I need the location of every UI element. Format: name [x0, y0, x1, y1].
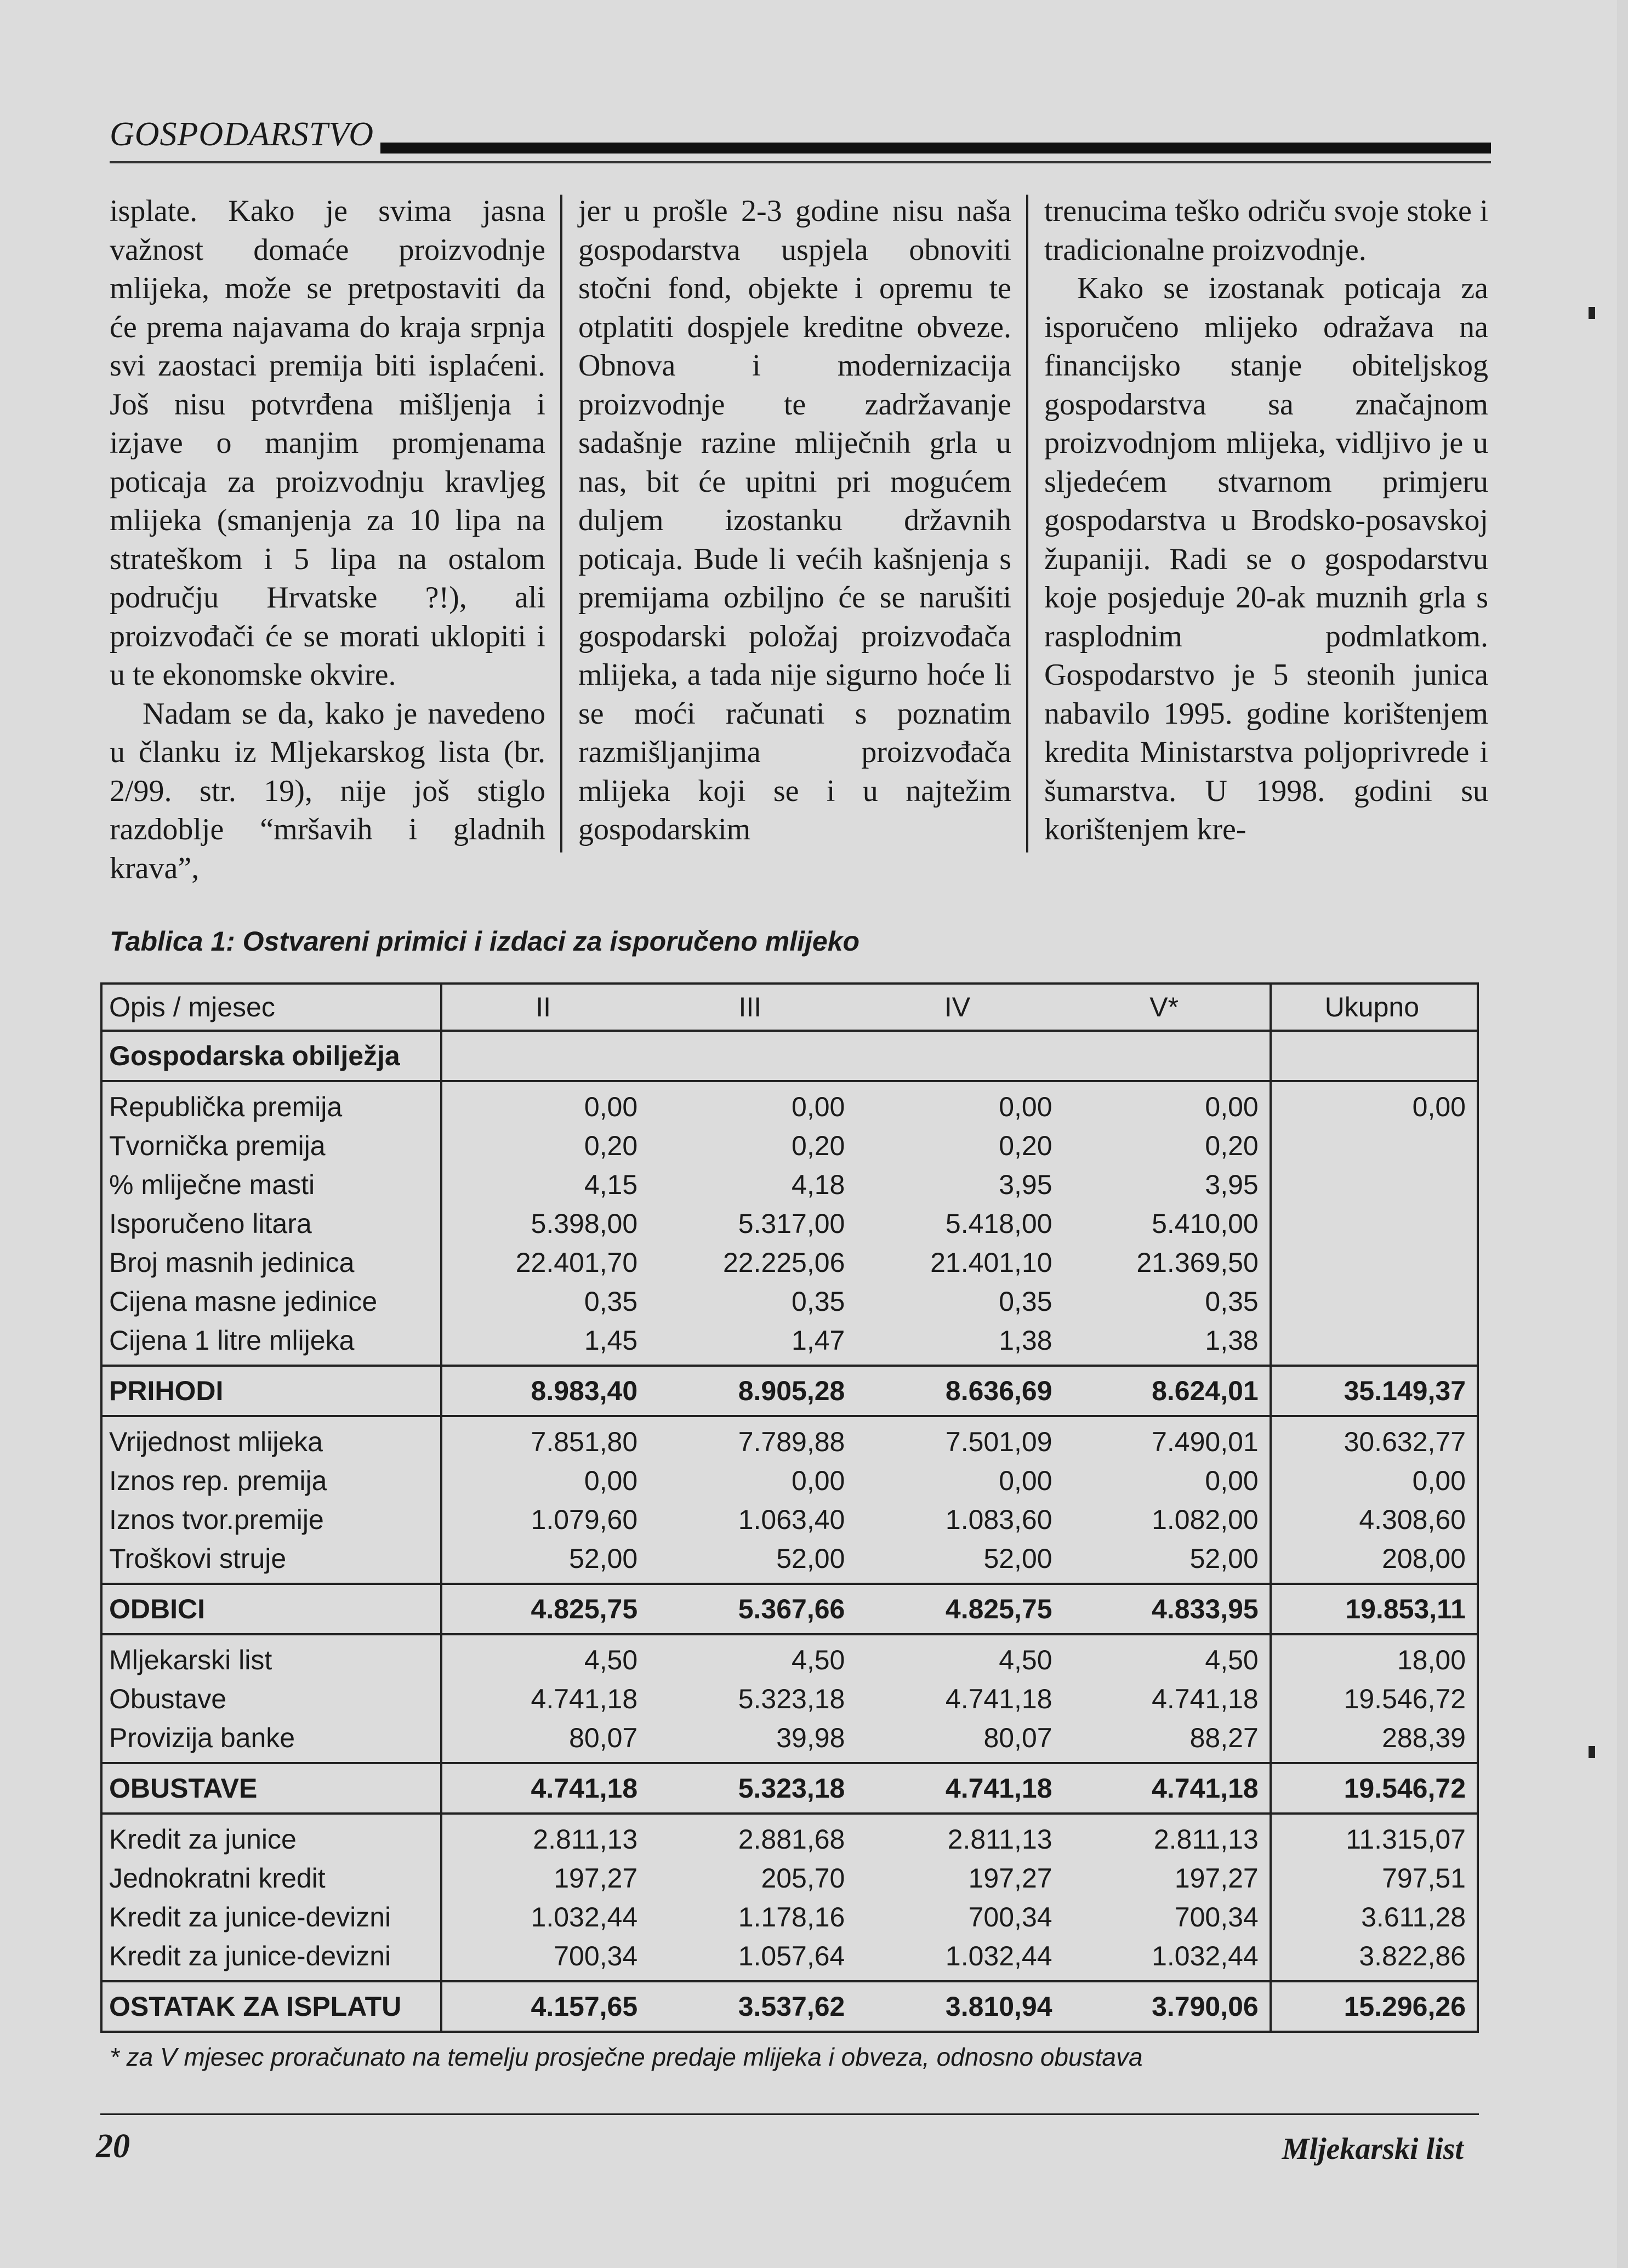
table-cell: 4,50: [584, 1645, 638, 1675]
table-cell: 0,35: [584, 1286, 638, 1317]
table-cell: 1,45: [584, 1325, 638, 1356]
table-cell: 3.822,86: [1271, 1937, 1478, 1981]
table-cell: 2.811,13: [1153, 1824, 1259, 1855]
table-cell: 0,00: [999, 1092, 1052, 1122]
table-cell: 3.537,62: [648, 1981, 856, 2032]
table-header-row: [101, 984, 1478, 1031]
row-label: PRIHODI: [101, 1366, 441, 1416]
row-label: OBUSTAVE: [101, 1763, 441, 1814]
table-cell: 7.789,88: [738, 1426, 845, 1457]
table-cell: 1.083,60: [945, 1504, 1052, 1535]
table-row: [101, 1166, 1478, 1204]
table-cell: 4,50: [999, 1645, 1052, 1675]
column-header: II: [441, 984, 648, 1031]
table-row: [101, 1500, 1478, 1539]
table-row: [101, 1321, 1478, 1366]
header-thin-rule: [110, 161, 1491, 163]
footer-rule: [100, 2113, 1479, 2115]
row-label: Kredit za junice-devizni: [101, 1937, 441, 1981]
table-cell: 1,47: [792, 1325, 845, 1356]
table-cell: 22.225,06: [722, 1247, 845, 1278]
column-header: V*: [1063, 984, 1271, 1031]
row-label: Kredit za junice: [101, 1814, 441, 1859]
table-cell: 208,00: [1271, 1539, 1478, 1584]
table-cell: 5.418,00: [945, 1208, 1052, 1239]
table-cell: 0,35: [1205, 1286, 1259, 1317]
table-cell: 1.079,60: [531, 1504, 638, 1535]
column-header: Opis / mjesec: [101, 984, 441, 1031]
table-cell: [1271, 1204, 1478, 1243]
table-cell: 15.296,26: [1271, 1981, 1478, 2032]
text-column-3: [1044, 192, 1488, 861]
empty-cell: [1271, 1031, 1478, 1081]
row-label: Troškovi struje: [101, 1539, 441, 1584]
data-table: [100, 982, 1479, 2033]
table-cell: 11.315,07: [1271, 1814, 1478, 1859]
row-label: Obustave: [101, 1680, 441, 1719]
total-row: [101, 1584, 1478, 1634]
total-row: [101, 1981, 1478, 2032]
table-cell: 0,00: [1205, 1092, 1259, 1122]
table-cell: 288,39: [1271, 1719, 1478, 1763]
table-cell: 21.369,50: [1136, 1247, 1259, 1278]
paragraph: Kako se izostanak poticaja za isporučeno mlijeko odražava na financijsko stanje obiteljskog gospodarstva sa značajnom proizvodnjom mlijeka, vidljivo je u sljedećem stvarnom primjeru gospodarstva u Brodsko-posavskoj županiji. Radi se o gospodarstvu koje posjeduje 20-ak muznih grla s rasplodnim podmlatkom. Gospodarstvo je 5 steonih junica nabavilo 1995. godine korištenjem kredita Ministarstva poljoprivrede i šumarstva. U 1998. godini su korištenjem kre-: [1044, 271, 1488, 846]
table-row: [101, 1937, 1478, 1981]
table-cell: 1.032,44: [1152, 1941, 1259, 1971]
column-header: III: [648, 984, 856, 1031]
table-cell: 700,34: [554, 1941, 638, 1971]
table-row: [101, 1127, 1478, 1166]
row-label: Cijena masne jedinice: [101, 1282, 441, 1321]
row-label: Tvornička premija: [101, 1127, 441, 1166]
table-cell: 797,51: [1271, 1859, 1478, 1898]
table-cell: 8.983,40: [441, 1366, 648, 1416]
table-row: [101, 1462, 1478, 1500]
page-number: 20: [96, 2128, 130, 2165]
table-cell: 7.851,80: [531, 1426, 638, 1457]
paragraph: trenucima teško odriču svoje stoke i tradicionalne proizvodnje.: [1044, 194, 1488, 267]
table-cell: 5.323,18: [738, 1684, 845, 1714]
table-cell: 1.063,40: [738, 1504, 845, 1535]
table-cell: [1271, 1127, 1478, 1166]
table-row: [101, 1898, 1478, 1937]
subheader-row: [101, 1031, 1478, 1081]
table-footnote: * za V mjesec proračunato na temelju prosječne predaje mlijeka i obveza, odnosno obustava: [110, 2043, 1143, 2071]
table-cell: 52,00: [569, 1543, 638, 1574]
table-cell: [1271, 1321, 1478, 1366]
table-cell: 700,34: [968, 1902, 1052, 1932]
table-cell: 3.790,06: [1063, 1981, 1271, 2032]
table-cell: [1271, 1282, 1478, 1321]
table-cell: 0,00: [792, 1092, 845, 1122]
table-cell: 0,00: [1271, 1081, 1478, 1127]
journal-name: Mljekarski list: [1282, 2132, 1464, 2166]
column-divider: [1026, 195, 1028, 852]
table-cell: 0,00: [999, 1465, 1052, 1496]
table-cell: 1.057,64: [738, 1941, 845, 1971]
table-cell: 205,70: [761, 1863, 845, 1894]
table-cell: 5.323,18: [648, 1763, 856, 1814]
table-cell: 21.401,10: [930, 1247, 1052, 1278]
paragraph: Nadam se da, kako je navedeno u članku iz Mljekarskog lista (br. 2/99. str. 19), nije još stiglo razdoblje “mršavih i gladnih krava”,: [110, 696, 545, 885]
empty-cell: [441, 1031, 648, 1081]
empty-cell: [1063, 1031, 1271, 1081]
table-cell: 197,27: [554, 1863, 638, 1894]
table-row: [101, 1282, 1478, 1321]
table-cell: 1,38: [999, 1325, 1052, 1356]
column-header: Ukupno: [1271, 984, 1478, 1031]
table-row: [101, 1634, 1478, 1680]
running-header: [110, 115, 1491, 159]
total-row: [101, 1763, 1478, 1814]
table-cell: 1,38: [1205, 1325, 1259, 1356]
table-cell: 0,35: [792, 1286, 845, 1317]
table-cell: 52,00: [776, 1543, 845, 1574]
table-cell: 0,00: [584, 1465, 638, 1496]
paragraph: jer u prošle 2-3 godine nisu naša gospodarstva uspjela obnoviti stočni fond, objekte i opremu te otplatiti dospjele kreditne obveze. Obnova i modernizacija proizvodnje te zadržavanje sadašnje razine mliječnih grla u nas, bit će upitni pri mogućem duljem izostanku državnih poticaja. Bude li većih kašnjenja s premijama ozbiljno će se narušiti gospodarski položaj proizvođača mlijeka, a tada nije sigurno hoće li se moći računati s poznatim razmišljanjima proizvođača mlijeka koji se i u najtežim gospodarskim: [578, 194, 1011, 846]
table-cell: 8.624,01: [1063, 1366, 1271, 1416]
table-cell: 52,00: [983, 1543, 1052, 1574]
subheader-label: Gospodarska obilježja: [101, 1031, 441, 1081]
table-cell: 80,07: [983, 1723, 1052, 1753]
table-cell: 1.032,44: [531, 1902, 638, 1932]
table-cell: 3,95: [1205, 1169, 1259, 1200]
table-cell: 4.157,65: [441, 1981, 648, 2032]
table-caption: Tablica 1: Ostvareni primici i izdaci za isporučeno mlijeko: [110, 926, 860, 957]
table-cell: 4,50: [1205, 1645, 1259, 1675]
table-cell: 19.853,11: [1271, 1584, 1478, 1634]
table-cell: 0,00: [792, 1465, 845, 1496]
table-row: [101, 1680, 1478, 1719]
table-cell: 7.490,01: [1152, 1426, 1259, 1457]
table-cell: 19.546,72: [1271, 1763, 1478, 1814]
column-divider: [560, 195, 562, 852]
row-label: Provizija banke: [101, 1719, 441, 1763]
table-cell: 0,20: [792, 1130, 845, 1161]
table-cell: 4.741,18: [531, 1684, 638, 1714]
table-cell: 3.611,28: [1271, 1898, 1478, 1937]
text-column-1: [110, 192, 545, 885]
table-cell: 3,95: [999, 1169, 1052, 1200]
table-cell: 0,00: [584, 1092, 638, 1122]
table-cell: 4.825,75: [856, 1584, 1063, 1634]
table-cell: 8.905,28: [648, 1366, 856, 1416]
row-label: Isporučeno litara: [101, 1204, 441, 1243]
table-cell: 52,00: [1189, 1543, 1259, 1574]
table-cell: 5.410,00: [1152, 1208, 1259, 1239]
row-label: Jednokratni kredit: [101, 1859, 441, 1898]
table-cell: 7.501,09: [945, 1426, 1052, 1457]
table-cell: 35.149,37: [1271, 1366, 1478, 1416]
table-row: [101, 1243, 1478, 1282]
column-header: IV: [856, 984, 1063, 1031]
text-column-2: [578, 192, 1011, 861]
table-cell: 88,27: [1189, 1723, 1259, 1753]
table-row: [101, 1814, 1478, 1859]
row-label: Broj masnih jedinica: [101, 1243, 441, 1282]
row-label: Vrijednost mlijeka: [101, 1416, 441, 1462]
table-cell: 1.082,00: [1152, 1504, 1259, 1535]
table-cell: 0,00: [1271, 1462, 1478, 1500]
table-cell: 4,50: [792, 1645, 845, 1675]
table-cell: 0,20: [999, 1130, 1052, 1161]
row-label: OSTATAK ZA ISPLATU: [101, 1981, 441, 2032]
table-cell: 3.810,94: [856, 1981, 1063, 2032]
row-label: ODBICI: [101, 1584, 441, 1634]
table-cell: 2.811,13: [947, 1824, 1052, 1855]
empty-cell: [856, 1031, 1063, 1081]
table-row: [101, 1859, 1478, 1898]
table-cell: 4,18: [792, 1169, 845, 1200]
table-cell: 4,15: [584, 1169, 638, 1200]
table-cell: 39,98: [776, 1723, 845, 1753]
row-label: % mliječne masti: [101, 1166, 441, 1204]
row-label: Cijena 1 litre mlijeka: [101, 1321, 441, 1366]
table-row: [101, 1081, 1478, 1127]
table-cell: 80,07: [569, 1723, 638, 1753]
table-cell: 30.632,77: [1271, 1416, 1478, 1462]
table-cell: 1.032,44: [945, 1941, 1052, 1971]
table-cell: 4.741,18: [1152, 1684, 1259, 1714]
table-cell: 0,00: [1205, 1465, 1259, 1496]
table-cell: 5.317,00: [738, 1208, 845, 1239]
row-label: Republička premija: [101, 1081, 441, 1127]
table-cell: 1.178,16: [738, 1902, 845, 1932]
row-label: Iznos rep. premija: [101, 1462, 441, 1500]
table-cell: 8.636,69: [856, 1366, 1063, 1416]
table-cell: 4.825,75: [441, 1584, 648, 1634]
table-cell: [1271, 1243, 1478, 1282]
section-title: GOSPODARSTVO: [110, 115, 380, 154]
table-cell: 4.741,18: [1063, 1763, 1271, 1814]
table-row: [101, 1204, 1478, 1243]
table-cell: 197,27: [1174, 1863, 1259, 1894]
table-cell: 197,27: [968, 1863, 1052, 1894]
table-cell: 18,00: [1271, 1634, 1478, 1680]
table-cell: 4.741,18: [441, 1763, 648, 1814]
table-cell: 0,20: [1205, 1130, 1259, 1161]
table-cell: 5.367,66: [648, 1584, 856, 1634]
row-label: Kredit za junice-devizni: [101, 1898, 441, 1937]
table-row: [101, 1416, 1478, 1462]
row-label: Mljekarski list: [101, 1634, 441, 1680]
table-cell: 0,35: [999, 1286, 1052, 1317]
table-cell: 4.741,18: [856, 1763, 1063, 1814]
table-cell: 4.741,18: [945, 1684, 1052, 1714]
table-cell: 0,20: [584, 1130, 638, 1161]
row-label: Iznos tvor.premije: [101, 1500, 441, 1539]
table-cell: 22.401,70: [515, 1247, 638, 1278]
table-row: [101, 1719, 1478, 1763]
margin-mark: [1589, 1746, 1595, 1758]
paragraph: isplate. Kako je svima jasna važnost domaće proizvodnje mlijeka, može se pretpostaviti da će prema najavama do kraja srpnja svi zaostaci premija biti isplaćeni. Još nisu potvrđena mišljenja i izjave o manjim promjenama poticaja za proizvodnju kravljeg mlijeka (smanjenja za 10 lipa na strateškom i 5 lipa na ostalom području Hrvatske ?!), ali proizvođači će se morati uklopiti i u te ekonomske okvire.: [110, 194, 545, 692]
table-cell: 2.881,68: [738, 1824, 845, 1855]
total-row: [101, 1366, 1478, 1416]
table-row: [101, 1539, 1478, 1584]
table-cell: [1271, 1166, 1478, 1204]
margin-mark: [1589, 307, 1595, 319]
table-cell: 2.811,13: [533, 1824, 638, 1855]
empty-cell: [648, 1031, 856, 1081]
table-cell: 700,34: [1174, 1902, 1259, 1932]
table-cell: 4.833,95: [1063, 1584, 1271, 1634]
table-cell: 4.308,60: [1271, 1500, 1478, 1539]
table-cell: 19.546,72: [1271, 1680, 1478, 1719]
table-cell: 5.398,00: [531, 1208, 638, 1239]
